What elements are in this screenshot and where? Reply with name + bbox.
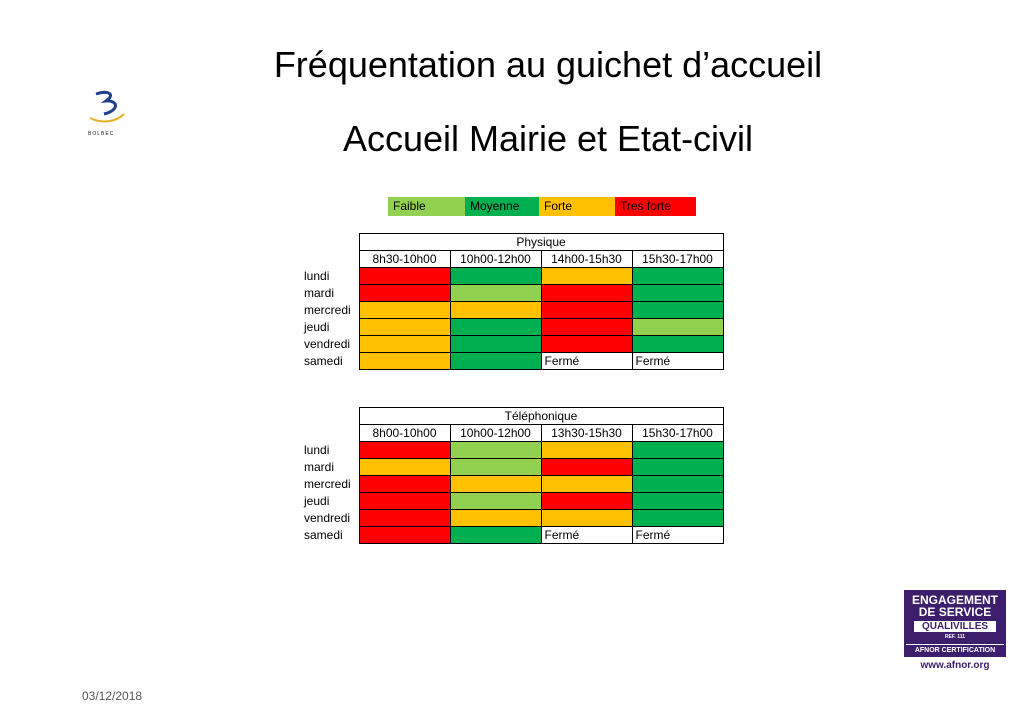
level-cell [632, 459, 723, 476]
legend-moyenne: Moyenne [465, 197, 539, 216]
level-cell [359, 510, 450, 527]
afnor-line2: DE SERVICE [918, 605, 992, 619]
level-cell [541, 442, 632, 459]
day-label: jeudi [304, 320, 330, 334]
level-cell [450, 302, 541, 319]
day-label: jeudi [304, 494, 330, 508]
table-row [304, 493, 723, 510]
table-row [304, 268, 723, 285]
level-cell [450, 510, 541, 527]
legend-tres-forte: Tres forte [615, 197, 696, 216]
level-cell [632, 319, 723, 336]
level-cell [541, 476, 632, 493]
level-cell: Fermé [541, 353, 632, 370]
table-row [304, 510, 723, 527]
level-cell [541, 459, 632, 476]
day-label: lundi [304, 443, 330, 457]
table-row [304, 527, 723, 544]
level-cell [541, 493, 632, 510]
table-title: Téléphonique [359, 408, 723, 425]
column-header: 15h30-17h00 [632, 425, 723, 442]
day-label: mardi [304, 460, 335, 474]
level-cell [632, 510, 723, 527]
day-label: mercredi [304, 477, 351, 491]
level-cell [359, 285, 450, 302]
level-cell [450, 285, 541, 302]
physique-table [304, 233, 724, 370]
column-header: 10h00-12h00 [450, 251, 541, 268]
level-cell [359, 336, 450, 353]
level-cell [450, 319, 541, 336]
level-cell [359, 527, 450, 544]
level-cell: Fermé [632, 527, 723, 544]
page-subtitle: Accueil Mairie et Etat-civil [342, 118, 754, 159]
level-cell: Fermé [541, 527, 632, 544]
column-header: 14h00-15h30 [541, 251, 632, 268]
table-row [304, 476, 723, 493]
level-cell [450, 493, 541, 510]
level-cell [450, 476, 541, 493]
day-label: samedi [304, 354, 343, 368]
legend-forte: Forte [539, 197, 615, 216]
level-cell [450, 442, 541, 459]
afnor-cert: AFNOR CERTIFICATION [906, 644, 1004, 654]
day-label: vendredi [304, 511, 351, 525]
level-cell [541, 268, 632, 285]
level-cell [359, 493, 450, 510]
day-label: mercredi [304, 303, 351, 317]
column-header: 8h00-10h00 [359, 425, 450, 442]
table-row [304, 285, 723, 302]
legend [388, 197, 696, 216]
table-row [304, 459, 723, 476]
level-cell [632, 336, 723, 353]
level-cell [632, 442, 723, 459]
column-header: 10h00-12h00 [450, 425, 541, 442]
afnor-certification-badge [904, 590, 1006, 671]
day-label: vendredi [304, 337, 351, 351]
level-cell [359, 442, 450, 459]
afnor-url: www.afnor.org [920, 660, 990, 671]
page-title: Fréquentation au guichet d’accueil [273, 44, 823, 85]
level-cell [541, 302, 632, 319]
level-cell [632, 476, 723, 493]
date-footer: 03/12/2018 [82, 689, 143, 703]
level-cell [632, 268, 723, 285]
level-cell [541, 336, 632, 353]
telephonique-table [304, 407, 724, 544]
logo-text: BOLBEC [88, 131, 115, 137]
level-cell [450, 268, 541, 285]
table-row [304, 353, 723, 370]
column-header: 15h30-17h00 [632, 251, 723, 268]
level-cell [359, 459, 450, 476]
table-row [304, 442, 723, 459]
level-cell [632, 493, 723, 510]
column-header: 8h30-10h00 [359, 251, 450, 268]
level-cell [450, 527, 541, 544]
afnor-line1: ENGAGEMENT [911, 593, 998, 607]
column-header: 13h30-15h30 [541, 425, 632, 442]
level-cell [541, 319, 632, 336]
day-label: mardi [304, 286, 335, 300]
level-cell [359, 302, 450, 319]
day-label: lundi [304, 269, 330, 283]
afnor-line3: QUALIVILLES [914, 621, 996, 632]
level-cell [359, 353, 450, 370]
table-title: Physique [359, 234, 723, 251]
day-label: samedi [304, 528, 343, 542]
level-cell [541, 510, 632, 527]
legend-faible: Faible [388, 197, 465, 216]
table-row [304, 319, 723, 336]
level-cell: Fermé [632, 353, 723, 370]
level-cell [359, 319, 450, 336]
table-row [304, 336, 723, 353]
level-cell [541, 285, 632, 302]
level-cell [450, 459, 541, 476]
level-cell [632, 302, 723, 319]
table-row [304, 302, 723, 319]
afnor-ref: REF. 111 [944, 634, 965, 640]
level-cell [450, 336, 541, 353]
level-cell [632, 285, 723, 302]
level-cell [450, 353, 541, 370]
level-cell [359, 476, 450, 493]
level-cell [359, 268, 450, 285]
